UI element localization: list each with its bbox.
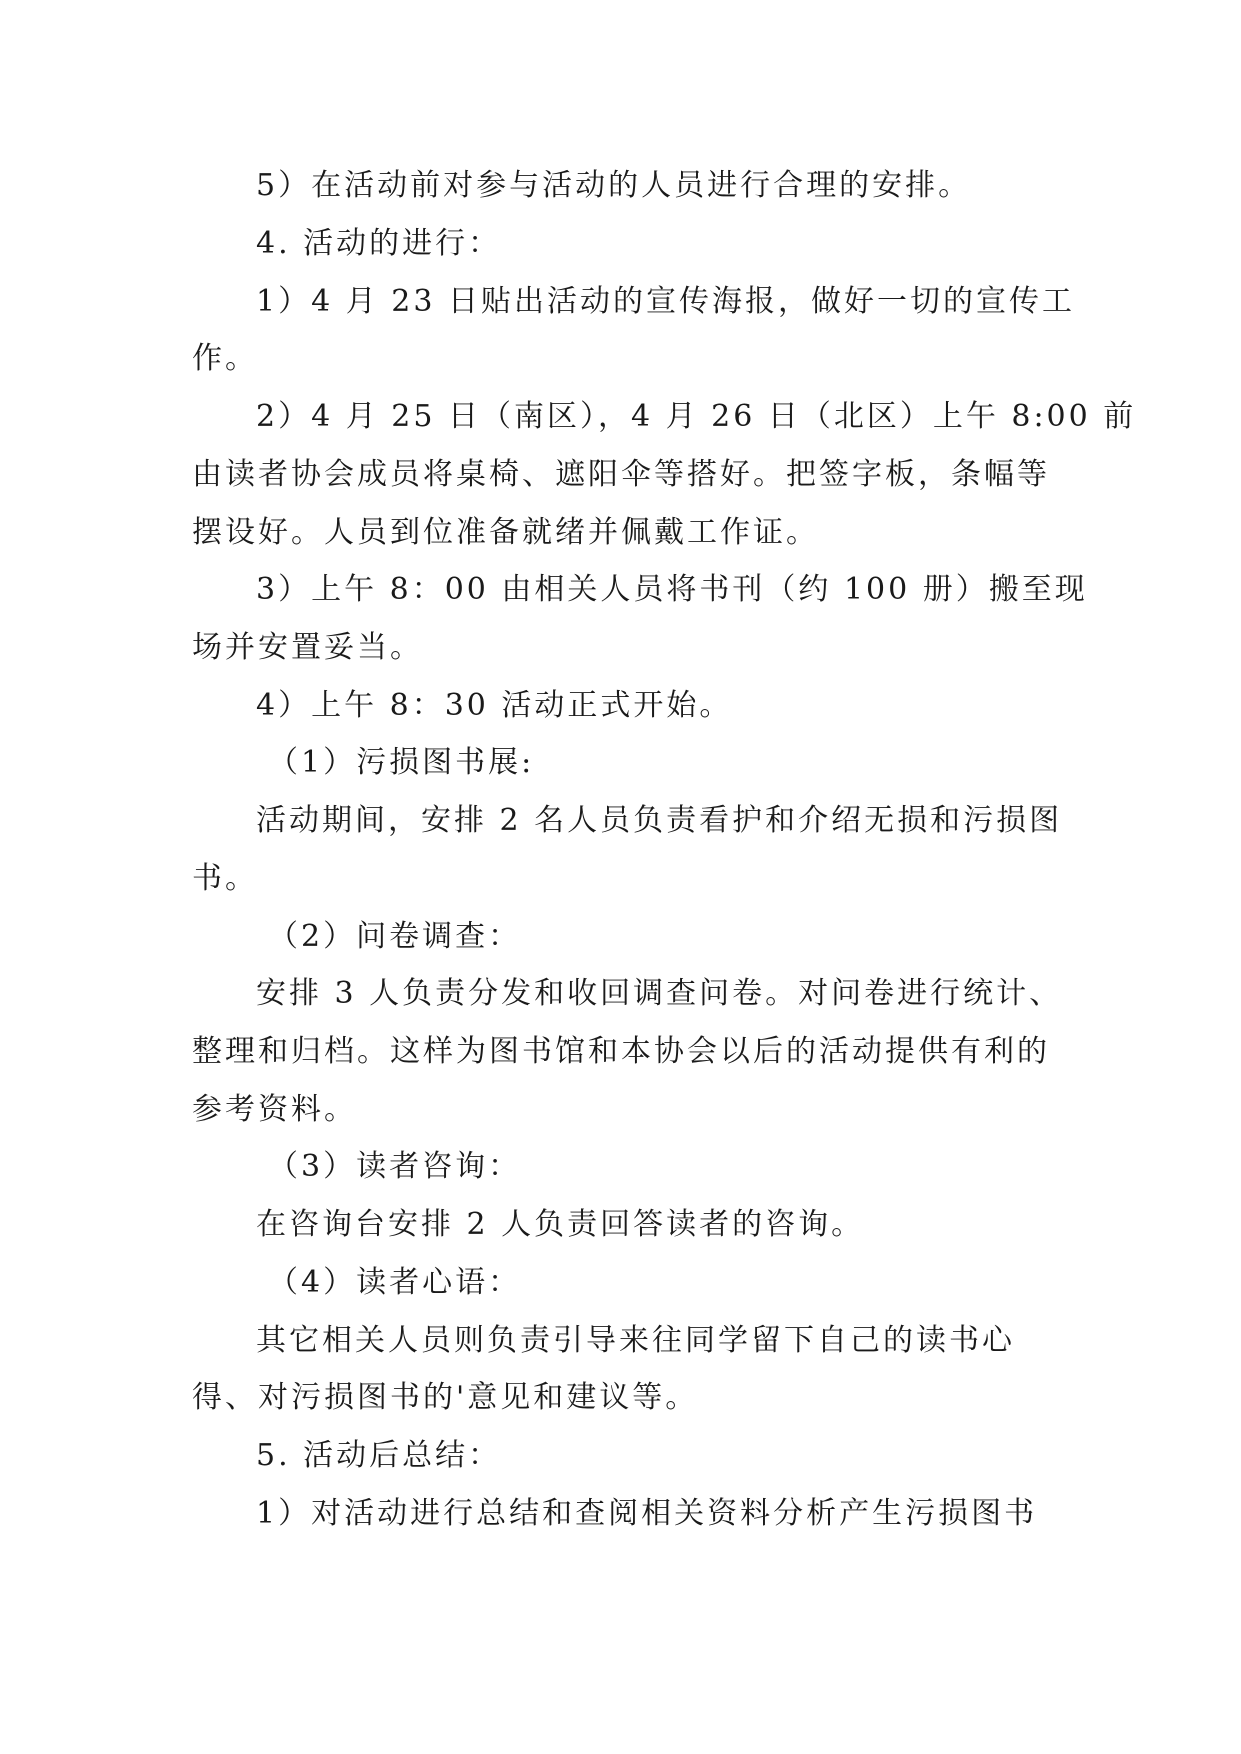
subsection-heading: （3）读者咨询： (268, 1149, 522, 1184)
text-line: 整理和归档。这样为图书馆和本协会以后的活动提供有利的 (192, 1034, 1050, 1069)
subsection-heading: （4）读者心语： (268, 1265, 522, 1300)
text-line: 5）在活动前对参与活动的人员进行合理的安排。 (256, 168, 972, 203)
text-line: 在咨询台安排 2 人负责回答读者的咨询。 (256, 1207, 865, 1242)
text-line: 摆设好。人员到位准备就绪并佩戴工作证。 (192, 515, 819, 550)
text-line: 3）上午 8：00 由相关人员将书刊（约 100 册）搬至现 (256, 572, 1088, 607)
text-line: 1）4 月 23 日贴出活动的宣传海报，做好一切的宣传工 (256, 284, 1075, 319)
text-line: 1）对活动进行总结和查阅相关资料分析产生污损图书 (256, 1496, 1038, 1531)
text-line: 作。 (192, 341, 258, 376)
text-line: 4）上午 8：30 活动正式开始。 (256, 688, 733, 723)
section-heading: 4. 活动的进行： (256, 226, 502, 261)
text-line: 参考资料。 (192, 1092, 357, 1127)
text-line: 得、对污损图书的'意见和建议等。 (192, 1380, 699, 1415)
text-line: 书。 (192, 861, 258, 896)
text-line: 安排 3 人负责分发和收回调查问卷。对问卷进行统计、 (256, 976, 1063, 1011)
text-line: 其它相关人员则负责引导来往同学留下自己的读书心 (256, 1323, 1015, 1358)
text-line: 活动期间，安排 2 名人员负责看护和介绍无损和污损图 (256, 803, 1063, 838)
section-heading: 5. 活动后总结： (256, 1438, 502, 1473)
text-line: 2）4 月 25 日（南区），4 月 26 日（北区）上午 8:00 前 (256, 399, 1137, 434)
subsection-heading: （2）问卷调查： (268, 919, 522, 954)
text-line: 场并安置妥当。 (192, 630, 423, 665)
subsection-heading: （1）污损图书展: (268, 745, 535, 780)
text-line: 由读者协会成员将桌椅、遮阳伞等搭好。把签字板，条幅等 (192, 457, 1050, 492)
